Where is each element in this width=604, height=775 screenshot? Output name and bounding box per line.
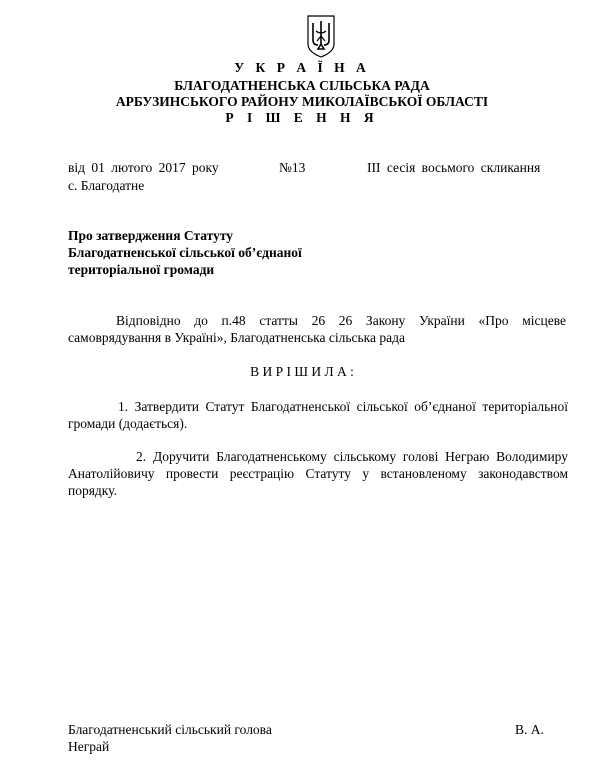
country-title: У К Р А Ї Н А [234, 60, 370, 75]
item-2-line-3: порядку. [68, 483, 117, 498]
district-title: АРБУЗИНСЬКОГО РАЙОНУ МИКОЛАЇВСЬКОЇ ОБЛАСТІ [115, 94, 489, 109]
decision-number: №13 [279, 160, 306, 175]
session-info: III сесія восьмого скликання [367, 160, 541, 175]
subject-line-3: територіальної громади [68, 262, 215, 277]
preamble-line-2: самоврядування в Україні», Благодатненська сільська рада [68, 330, 405, 345]
signature-surname: Неграй [68, 739, 110, 754]
place: с. Благодатне [68, 178, 145, 193]
subject-line-1: Про затвердження Статуту [68, 228, 234, 243]
item-1-line-2: громади (додається). [68, 416, 188, 431]
decided-heading: В И Р І Ш И Л А : [250, 364, 354, 379]
signature-position: Благодатненський сільський голова [68, 722, 272, 737]
item-1-line-1: 1. Затвердити Статут Благодатненської сільської об’єднаної територіальної [118, 399, 568, 414]
item-2-line-2: Анатолійовичу провести реєстрацію Статуту у встановленому законодавством [68, 466, 568, 481]
council-title: БЛАГОДАТНЕНСЬКА СІЛЬСЬКА РАДА [174, 78, 430, 93]
item-2-line-1: 2. Доручити Благодатненському сільському голові Неграю Володимиру [136, 449, 568, 464]
trident-emblem-icon [306, 14, 336, 58]
subject-line-2: Благодатненської сільської об’єднаної [68, 245, 302, 260]
decision-title: Р І Ш Е Н Н Я [225, 110, 379, 125]
decision-date: від 01 лютого 2017 року [68, 160, 219, 175]
preamble-line-1: Відповідно до п.48 статты 26 26 Закону України «Про місцеве [116, 313, 566, 328]
signature-initials: В. А. [515, 722, 544, 737]
